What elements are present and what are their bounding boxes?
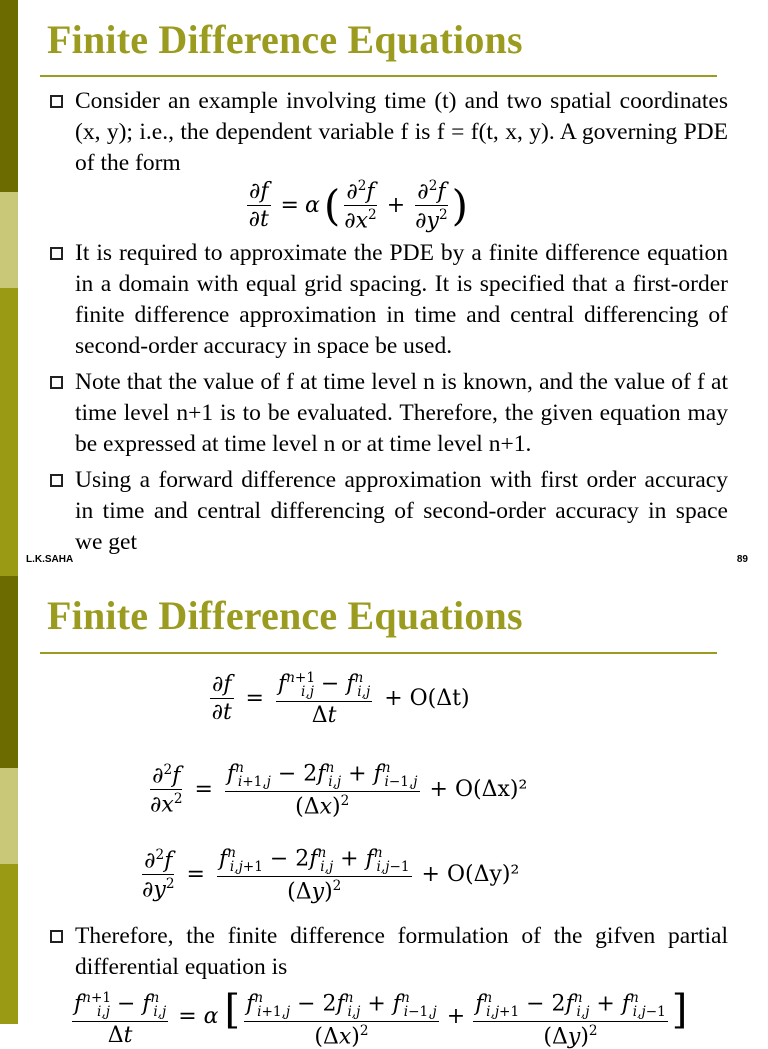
page-number: 89: [736, 554, 748, 565]
bullet-text: Note that the value of f at time level n is known, and the value of f at time level n+1 is to be evaluated. Therefore, the given equation may be expressed at time level n or at time level n+1.: [75, 369, 728, 457]
bullet-item: [48, 86, 728, 179]
fraction: $\frac{\partial^2f}{\partial y^2}$: [415, 178, 448, 234]
bullet-text: It is required to approximate the PDE by a finite difference equation in a domain with equal grid spacing. It is specified that a first-order finite difference approximation in time and central differencing of second-order accuracy in space be used.: [75, 240, 728, 359]
bullet-item: [48, 367, 728, 460]
fraction: $\frac{\partial f}{\partial t}$: [248, 179, 269, 233]
slide-title: Finite Difference Equations: [47, 17, 523, 62]
x-second-derivative-equation: $\frac{\partial^2f}{\partial x^2}$ = $\frac{f^n_{i+1,j} - 2f^n_{i,j} + f^n_{i-1,j}}{(\Delta x)^2}$ + O(Δx)²: [150, 760, 528, 820]
title-rule: [40, 75, 717, 77]
time-derivative-equation: $\frac{\partial f}{\partial t}$ = $\frac{f^{n+1}_{i,j} - f^n_{i,j}}{\Delta t}$ + O(Δt): [211, 670, 470, 728]
bullet-item: [48, 921, 728, 983]
bullet-item: [48, 238, 728, 362]
bullet-list: [48, 238, 728, 558]
square-bullet-icon: [50, 247, 63, 260]
square-bullet-icon: [50, 474, 63, 487]
bullet-list: [48, 86, 728, 179]
footer-author: L.K.SAHA: [26, 554, 74, 565]
square-bullet-icon: [50, 930, 63, 943]
bullet-text: Consider an example involving time (t) and two spatial coordinates (x, y); i.e., the dependent variable f is f = f(t, x, y). A governing PDE of the form: [75, 88, 728, 176]
bullet-item: [48, 465, 728, 558]
pde-equation: $\frac{\partial f}{\partial t}$ = α ( $\frac{\partial^2f}{\partial x^2}$ + $\frac{\partial^2f}{\partial y^2}$ ): [248, 178, 469, 234]
bullet-list: [48, 921, 728, 983]
y-second-derivative-equation: $\frac{\partial^2f}{\partial y^2}$ = $\frac{f^n_{i,j+1} - 2f^n_{i,j} + f^n_{i,j-1}}{(\Delta y)^2}$ + O(Δy)²: [142, 845, 520, 905]
square-bullet-icon: [50, 95, 63, 108]
bullet-text: Therefore, the finite difference formulation of the gifven partial differential equation is: [75, 923, 728, 980]
error-term: + O(Δy)²: [421, 862, 520, 888]
square-bullet-icon: [50, 376, 63, 389]
bullet-text: Using a forward difference approximation with first order accuracy in time and central differencing of second-order accuracy in space we get: [75, 467, 728, 555]
error-term: + O(Δx)²: [429, 777, 528, 803]
slide-title: Finite Difference Equations: [47, 593, 523, 638]
title-rule: [40, 652, 717, 654]
error-term: + O(Δt): [384, 686, 470, 712]
fraction: $\frac{\partial^2f}{\partial x^2}$: [344, 178, 377, 234]
fd-formulation-equation: $\frac{f^{n+1}_{i,j} - f^n_{i,j}}{\Delta t}$ = α [ $\frac{f^n_{i+1,j} - 2f^n_{i,j} + f^n_{i-1,j}}{(\Delta x)^2}$ + $\frac{f^n_{i,j+1} - 2f^n_{i,j} + f^n_{i,j-1}}{(\Delta y)^2}$ ]: [74, 987, 688, 1049]
